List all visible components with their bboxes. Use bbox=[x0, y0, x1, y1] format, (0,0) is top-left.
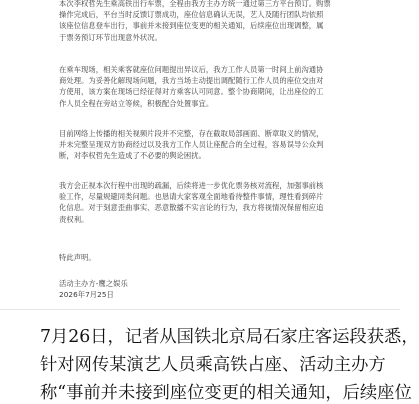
text-line: 断，对李权哲先生造成了不必要的舆论困扰。 bbox=[59, 151, 206, 161]
text-line: 我方会正视本次行程中出现的疏漏，后续将进一步优化票务核对流程，加强事前核 bbox=[59, 181, 324, 190]
text-line: 责权利。 bbox=[59, 214, 89, 224]
article-line: 针对网传某演艺人员乘高铁占座、活动主办方 bbox=[40, 355, 386, 375]
text-line: 并未完整呈现双方协商经过以及我方工作人员让座配合的全过程，容易误导公众判 bbox=[59, 140, 324, 150]
text-line: 方使用，该方案在现场已经征得对方乘客认可同意。整个协商期间，让出座位的工 bbox=[59, 87, 324, 97]
statement-paragraph-onsite bbox=[59, 64, 349, 109]
text-line: 在乘车现场，相关乘客就座位问题提出异议后，我方工作人员第一时间上前沟通协 bbox=[59, 65, 324, 74]
text-line: 作人员全程在旁站立等候，积极配合处置事宜。 bbox=[59, 98, 214, 108]
statement-signature bbox=[59, 278, 349, 300]
text-line: 化信息。对于刻意歪曲事实、恶意散播不实言论的行为，我方将视情况保留相应追 bbox=[59, 203, 324, 213]
text-line: 商处理。为妥善化解现场问题，我方当场主动提出调配随行工作人员的座位交由对 bbox=[59, 76, 324, 86]
statement-paragraph-video bbox=[59, 128, 349, 162]
statement-date: 2026年7月25日 bbox=[59, 290, 114, 300]
text-line: 于票务预订环节出现意外状况。 bbox=[59, 32, 162, 42]
text-line: 本次李权哲先生乘高铁出行车票，全程由我方主办方统一通过第三方平台预订。购票 bbox=[59, 0, 331, 8]
article-line: 7月26日，记者从国铁北京局石家庄客运段获悉， bbox=[40, 327, 419, 347]
news-article bbox=[0, 310, 419, 403]
signer: 活动主办方-鹰之娱乐 bbox=[59, 279, 128, 288]
text-line: 操作完成后，平台当时反馈订票成功，座位信息确认无误，艺人及随行团队均依照 bbox=[59, 10, 324, 20]
statement-paragraph-ticketing bbox=[59, 0, 349, 43]
text-line: 目前网络上传播的相关视频片段并不完整，存在截取局部画面、断章取义的情况， bbox=[59, 129, 324, 138]
text-line: 该座位信息登车出行，事前并未接到座位变更的相关通知，后续座位出现调整，属 bbox=[59, 21, 324, 31]
text-line: 特此声明。 bbox=[59, 253, 96, 262]
statement-paragraph-followup bbox=[59, 180, 349, 225]
statement-closing bbox=[59, 252, 349, 263]
article-line: 称“事前并未接到座位变更的相关通知，后续座位 bbox=[40, 383, 412, 403]
text-line: 验工作，尽量规避同类问题。也恳请大家客观全面地看待整件事情，理性看到碎片 bbox=[59, 192, 324, 202]
